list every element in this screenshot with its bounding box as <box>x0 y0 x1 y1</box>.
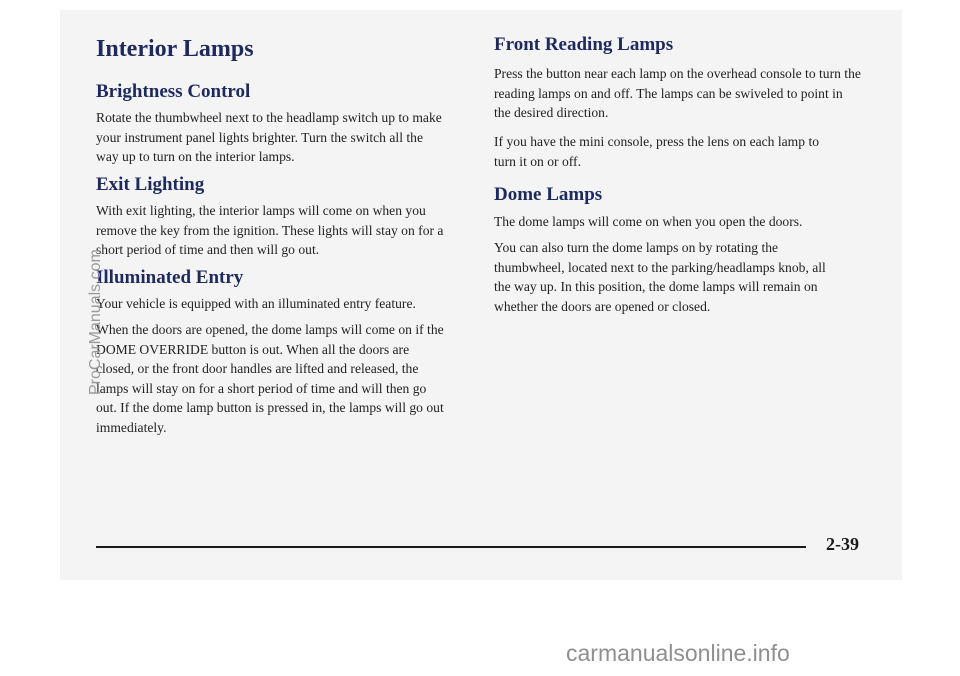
section-heading-illuminated-entry: Illuminated Entry <box>96 267 244 288</box>
watermark-text: ProCarManuals.com <box>87 249 104 395</box>
paragraph-illuminated-entry-feature: Your vehicle is equipped with an illuminated entry feature. <box>96 296 416 311</box>
manual-page <box>60 10 902 580</box>
section-heading-front-reading-lamps: Front Reading Lamps <box>494 34 674 55</box>
paragraph-dome-lamps-thumbwheel: You can also turn the dome lamps on by rotating the thumbwheel, located next to the parking/headlamps knob, all the way up. In this position, the dome lamps will remain on whether the doors are opened or closed. <box>494 240 826 314</box>
section-heading-brightness-control: Brightness Control <box>96 81 251 102</box>
paragraph-exit-lighting: With exit lighting, the interior lamps will come on when you remove the key from the ignition. These lights will stay on for a short period of time and then will go out. <box>96 203 444 257</box>
paragraph-brightness-control: Rotate the thumbwheel next to the headlamp switch up to make your instrument panel lights brighter. Turn the switch all the way up to turn on the interior lamps. <box>96 110 442 164</box>
paragraph-mini-console: If you have the mini console, press the lens on each lamp to turn it on or off. <box>494 134 820 169</box>
site-watermark: carmanualsonline.info <box>566 640 790 666</box>
section-heading-exit-lighting: Exit Lighting <box>96 174 205 195</box>
page-title: Interior Lamps <box>96 36 254 62</box>
footer-rule <box>96 546 806 548</box>
paragraph-front-reading-lamps: Press the button near each lamp on the overhead console to turn the reading lamps on and off. The lamps can be swiveled to point in the desired direction. <box>494 66 861 120</box>
paragraph-dome-lamps-doors: The dome lamps will come on when you open the doors. <box>494 214 803 229</box>
page-number: 2-39 <box>826 534 859 554</box>
section-heading-dome-lamps: Dome Lamps <box>494 184 603 205</box>
paragraph-illuminated-entry-details: When the doors are opened, the dome lamps will come on if the DOME OVERRIDE button is out. When all the doors are closed, or the front door handles are lifted and released, the lamps will stay on for a short period of time and will then go out. If the dome lamp button is pressed in, the lamps will go out immediately. <box>96 322 444 435</box>
